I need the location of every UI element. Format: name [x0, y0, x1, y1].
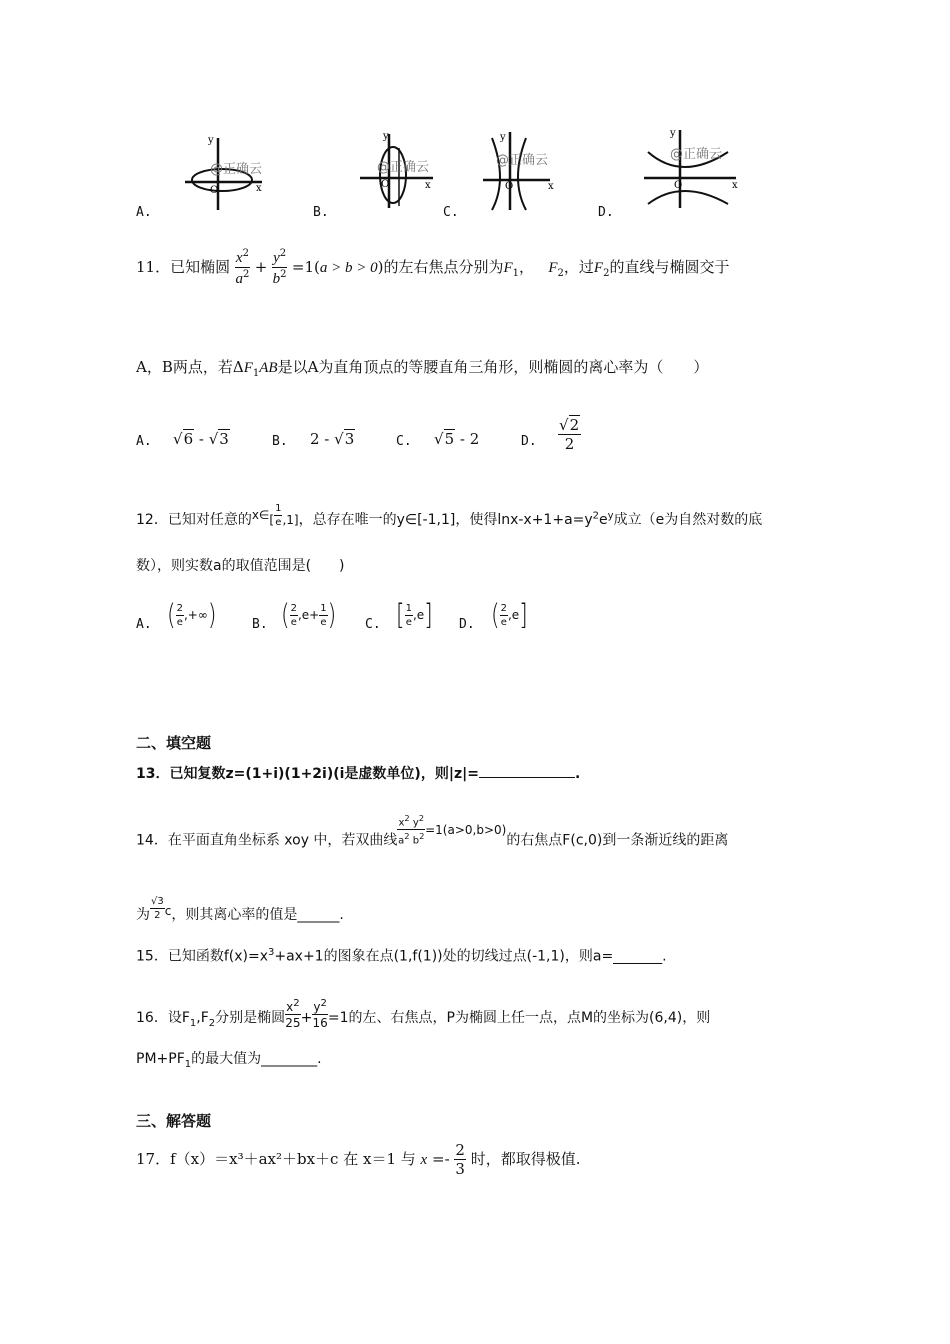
q11-mid: )的左右焦点分别为 — [377, 258, 504, 276]
q14-number: 14． — [136, 832, 168, 849]
q17-line: 17．f（x）＝x³＋ax²＋bx＋c 在 x＝1 与 x =- $\frac{2}{3}$ 时，都取得极值. — [136, 1141, 581, 1178]
q11-number: 11． — [136, 258, 171, 276]
q11-sep: ， — [519, 258, 535, 276]
figure-b-axis-y: y — [383, 131, 389, 142]
q11-frac-y2-b2: $\frac{y^2}{b^2}$ — [272, 248, 287, 287]
q11-b-lead: 2 - — [310, 430, 330, 448]
q16-line2: $PM+PF_1$的最大值为________. — [136, 1051, 322, 1070]
figure-c-origin: O — [505, 181, 514, 192]
q13-end: . — [574, 766, 581, 782]
q12-option-c-label: C. — [365, 617, 381, 632]
q16-line2-a: PM+PF — [136, 1051, 185, 1067]
q11-c-tail: - 2 — [459, 430, 480, 448]
q11-condition: a > b > 0 — [319, 260, 378, 276]
q14-condition: =1(a>0,b>0) — [425, 823, 507, 838]
figure-b-origin: O — [381, 179, 390, 190]
q16-lead: 设F — [167, 1010, 190, 1026]
watermark-d: @正确云 — [670, 147, 723, 162]
watermark-a: @正确云 — [210, 162, 263, 177]
q12-line2: 数），则实数a的取值范围是( ) — [136, 558, 345, 574]
q13-text: 已知复数z=(1+i)(1+2i)(i是虚数单位)，则|z|= — [169, 766, 479, 782]
q11-tail: ，过 — [563, 258, 594, 276]
q14-line2: 为 $\frac{√3}{2}$ c，则其离心率的值是______. — [136, 896, 344, 923]
q11-d-den: 2 — [564, 435, 575, 453]
q12-mid: ，总存在唯一的y∈[-1,1]，使得lnx-x+1+a=y — [298, 512, 593, 528]
q15-line: 15．已知函数$f(x)=x^3+ax+1$的图象在点(1,f(1))处的切线过点(-1,1)，则a=_______. — [136, 947, 667, 965]
figure-a-origin: O — [210, 185, 219, 196]
q16-number: 16． — [136, 1010, 168, 1026]
q12-option-b-label: B. — [252, 617, 268, 632]
q12-line1: 12．已知对任意的x∈[ $\frac{1}{e}$ ,1]，总存在唯一的y∈[-1,1]，使得lnx-$x+1+a=y^2e^y$成立（e为自然对数的底 — [136, 503, 763, 528]
q17-eq: =- — [432, 1150, 450, 1168]
watermark-b: @正确云 — [377, 160, 430, 175]
figure-a-axis-x: x — [256, 183, 262, 194]
figure-a-axis-y: y — [208, 135, 214, 146]
q12-option-c-value: [ $\frac{1}{e}$ ,e] — [396, 599, 433, 632]
figure-label-d: D. — [598, 205, 614, 220]
q12-option-a-value: ( $\frac{2}{e}$ ,+∞) — [167, 599, 217, 632]
q12-mid2: e — [599, 512, 608, 528]
q15-text-b: +ax+1的图象在点(1,f(1))处的切线过点(-1,1)，则a=_______. — [274, 948, 667, 965]
q11-line2-b: 是以A为直角顶点的等腰直角三角形，则椭圆的离心率为（ ） — [277, 358, 709, 376]
figure-c-axis-y: y — [500, 132, 506, 143]
q17-tail: 时，都取得极值. — [470, 1150, 581, 1168]
figure-d-origin: O — [674, 180, 683, 191]
q14-line2-b: c — [164, 904, 172, 918]
q11-lead: 已知椭圆 — [170, 258, 231, 276]
q11-line2-a: A，B两点，若 — [136, 358, 233, 376]
q15-number: 15． — [136, 948, 168, 965]
figure-c-hyperbola-graph — [478, 128, 558, 213]
section-answer-title: 三、解答题 — [136, 1112, 212, 1130]
q11-line2: A，B两点，若$\Delta F_1AB$是以A为直角顶点的等腰直角三角形，则椭圆的离心率为（ ） — [136, 358, 709, 379]
q12-option-b-value: ( $\frac{2}{e}$ ,e+ $\frac{1}{e}$ ) — [281, 599, 337, 632]
q11-option-a-value: √6 - √3 — [173, 430, 229, 448]
q16-tail: 的左、右焦点，P为椭圆上任一点，点M的坐标为(6,4)，则 — [348, 1010, 711, 1026]
q12-option-d-value: ( $\frac{2}{e}$ ,e] — [491, 599, 528, 632]
q12-x-in: x∈ — [251, 508, 270, 522]
q14-tail: 的右焦点F(c,0)到一条渐近线的距离 — [506, 832, 729, 849]
figure-label-c: C. — [443, 205, 459, 220]
watermark-c: @正确云 — [496, 153, 549, 168]
q14-line2-a: 为 — [136, 907, 150, 923]
q17-number: 17． — [136, 1150, 171, 1168]
q11-eq-rhs: =1( — [291, 258, 320, 276]
q11-option-c-label: C. — [396, 434, 412, 449]
q11-a-rad2: 3 — [219, 430, 229, 448]
q12-tail: 成立（e为自然对数的底 — [613, 512, 763, 528]
q11-option-d-value: $\frac{√2}{2}$ — [559, 416, 580, 453]
q11-line1: 11．已知椭圆 $\frac{x^2}{a^2}$ + $\frac{y^2}{b^2}$ =1(a > b > 0)的左右焦点分别为$F_1$， $F_2$，过$F_2$的直线与椭圆交于 — [136, 248, 730, 287]
figure-label-b: B. — [313, 205, 329, 220]
figure-b-ellipse-graph — [355, 128, 445, 213]
q16-lead2: ,F — [196, 1010, 209, 1026]
q11-option-c-value: √5 - 2 — [434, 430, 480, 448]
q14-line2-c: ，则其离心率的值是______. — [171, 907, 344, 923]
q11-c-rad: 5 — [444, 430, 455, 448]
q15-text-a: 已知函数f(x)=x — [167, 948, 268, 965]
q13-answer-blank[interactable] — [479, 777, 575, 778]
figure-a-ellipse-graph — [180, 130, 270, 215]
q12-number: 12． — [136, 512, 168, 528]
q13-number: 13． — [136, 766, 170, 782]
q11-d-num: 2 — [569, 416, 580, 434]
q12-option-a-label: A. — [136, 617, 152, 632]
q14-line1: 14．在平面直角坐标系 xoy 中，若双曲线 $\frac{x^2 y^2}{a^2 b^2}$ =1(a>0,b>0)的右焦点F(c,0)到一条渐近线的距离 — [136, 813, 729, 849]
figure-d-axis-x: x — [732, 180, 738, 191]
q13-line — [136, 767, 580, 781]
q17-text: f（x）＝x³＋ax²＋bx＋c 在 x＝1 与 — [170, 1150, 416, 1168]
figure-d-hyperbola-graph — [640, 126, 740, 211]
q16-line1: 16．设$F_1,F_2$分别是椭圆 $\frac{x^2}{25}$ + $\frac{y^2}{16}$ =1的左、右焦点，P为椭圆上任一点，点M的坐标为(6,4)，则 — [136, 998, 711, 1030]
q11-a-rad1: 6 — [183, 430, 194, 448]
q16-mid: 分别是椭圆 — [215, 1010, 286, 1026]
section-fill-in-title: 二、填空题 — [136, 734, 212, 752]
q11-tail2: 的直线与椭圆交于 — [609, 258, 730, 276]
figure-label-a: A. — [136, 205, 152, 220]
q16-line2-b: 的最大值为________. — [191, 1051, 322, 1067]
figure-d-axis-y: y — [670, 128, 676, 139]
q16-eq1: =1 — [327, 1010, 349, 1026]
q11-option-b-value: 2 - √3 — [310, 430, 355, 448]
figure-c-axis-x: x — [548, 181, 554, 192]
q12-lead: 已知对任意的 — [167, 512, 252, 528]
q14-lead: 在平面直角坐标系 xoy 中，若双曲线 — [167, 832, 398, 849]
q11-b-rad: 3 — [344, 430, 355, 448]
q11-option-d-label: D. — [521, 434, 537, 449]
q11-frac-x2-a2: $\frac{x^2}{a^2}$ — [235, 248, 250, 287]
q12-option-d-label: D. — [459, 617, 475, 632]
figure-b-axis-x: x — [425, 180, 431, 191]
q11-option-a-label: A. — [136, 434, 152, 449]
q11-option-b-label: B. — [272, 434, 288, 449]
